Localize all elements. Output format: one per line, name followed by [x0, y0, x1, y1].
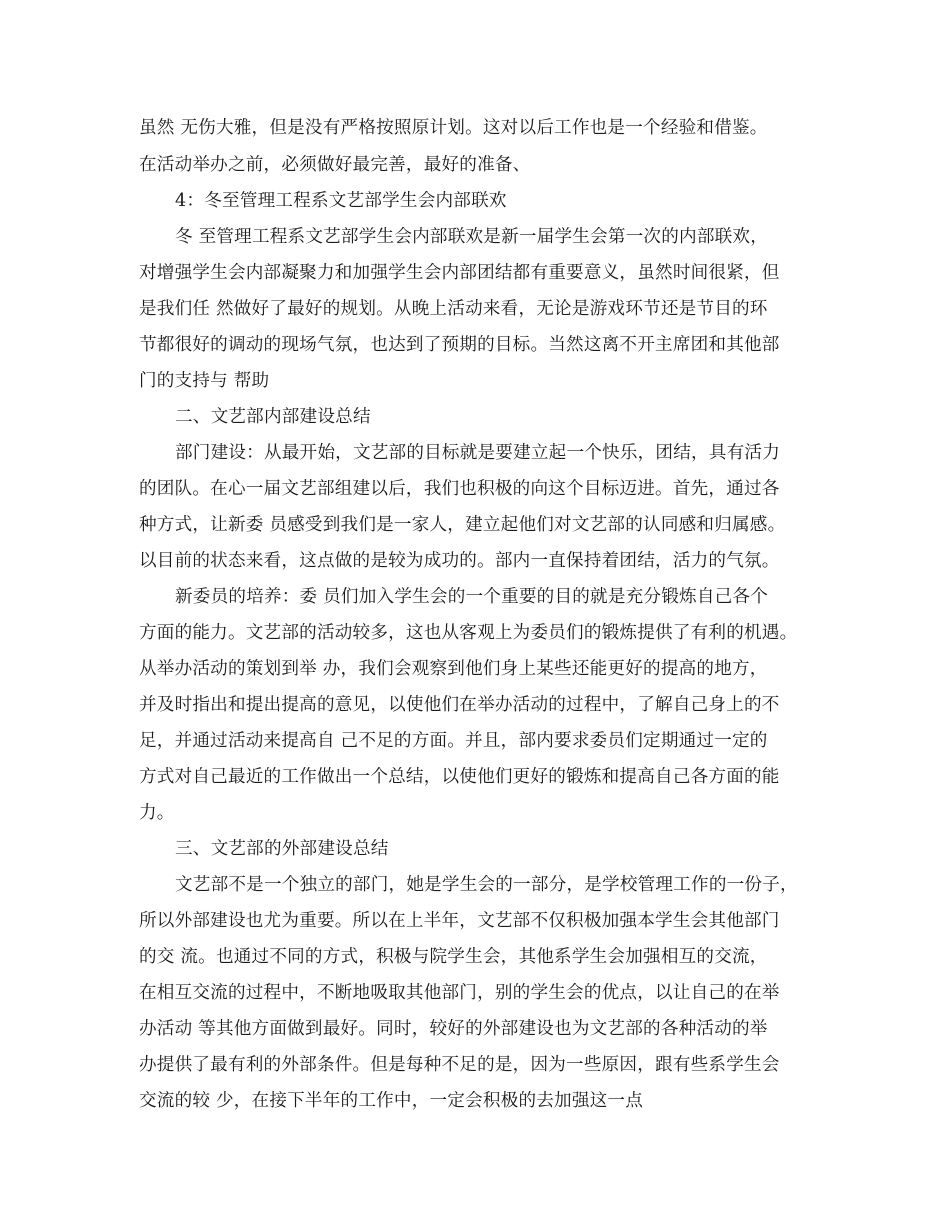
text-line: 所以外部建设也尤为重要。所以在上半年，文艺部不仅积极加强本学生会其他部门	[139, 911, 780, 931]
text-line: 交流的较 少，在接下半年的工作中，一定会积极的去加强这一点	[139, 1091, 644, 1111]
text-line: 的交 流。也通过不同的方式，积极与院学生会，其他系学生会加强相互的交流，	[139, 947, 768, 967]
section-heading: 4：冬至管理工程系文艺部学生会内部联欢	[175, 191, 507, 211]
text-line: 虽然 无伤大雅，但是没有严格按照原计划。这对以后工作也是一个经验和借鉴。	[139, 118, 768, 138]
text-line: 从举办活动的策划到举 办，我们会观察到他们身上某些还能更好的提高的地方，	[139, 659, 768, 679]
text-line: 在活动举办之前，必须做好最完善，最好的准备、	[139, 155, 531, 175]
text-line: 足，并通过活动来提高自 己不足的方面。并且，部内要求委员们定期通过一定的	[139, 731, 768, 751]
section-heading: 二、文艺部内部建设总结	[175, 407, 371, 427]
text-line: 文艺部不是一个独立的部门，她是学生会的一部分，是学校管理工作的一份子，	[175, 875, 798, 895]
text-line: 办提供了最有利的外部条件。但是每种不足的是，因为一些原因，跟有些系学生会	[139, 1055, 780, 1075]
text-line: 方面的能力。文艺部的活动较多，这也从客观上为委员们的锻炼提供了有利的机遇。	[139, 623, 798, 643]
text-line: 方式对自己最近的工作做出一个总结，以使他们更好的锻炼和提高自己各方面的能	[139, 767, 780, 787]
text-line: 的团队。在心一届文艺部组建以后，我们也积极的向这个目标迈进。首先，通过各	[139, 479, 780, 499]
text-line: 门的支持与 帮助	[139, 371, 270, 391]
text-line: 节都很好的调动的现场气氛，也达到了预期的目标。当然这离不开主席团和其他部	[139, 335, 780, 355]
text-line: 新委员的培养：委 员们加入学生会的一个重要的目的就是充分锻炼自己各个	[175, 587, 768, 607]
text-line: 对增强学生会内部凝聚力和加强学生会内部团结都有重要意义，虽然时间很紧，但	[139, 263, 780, 283]
text-line: 冬 至管理工程系文艺部学生会内部联欢是新一届学生会第一次的内部联欢，	[175, 227, 768, 247]
text-line: 以目前的状态来看，这点做的是较为成功的。部内一直保持着团结，活力的气氛。	[139, 551, 780, 571]
text-line: 是我们任 然做好了最好的规划。从晚上活动来看，无论是游戏环节还是节目的环	[139, 299, 768, 319]
text-line: 办活动 等其他方面做到最好。同时，较好的外部建设也为文艺部的各种活动的举	[139, 1019, 768, 1039]
text-line: 部门建设：从最开始，文艺部的目标就是要建立起一个快乐，团结，具有活力	[175, 443, 780, 463]
section-heading: 三、文艺部的外部建设总结	[175, 839, 389, 859]
text-line: 种方式，让新委 员感受到我们是一家人，建立起他们对文艺部的认同感和归属感。	[139, 515, 786, 535]
text-line: 力。	[139, 803, 175, 823]
text-line: 在相互交流的过程中，不断地吸取其他部门，别的学生会的优点，以让自己的在举	[139, 983, 780, 1003]
text-line: 并及时指出和提出提高的意见，以使他们在举办活动的过程中，了解自己身上的不	[139, 695, 780, 715]
